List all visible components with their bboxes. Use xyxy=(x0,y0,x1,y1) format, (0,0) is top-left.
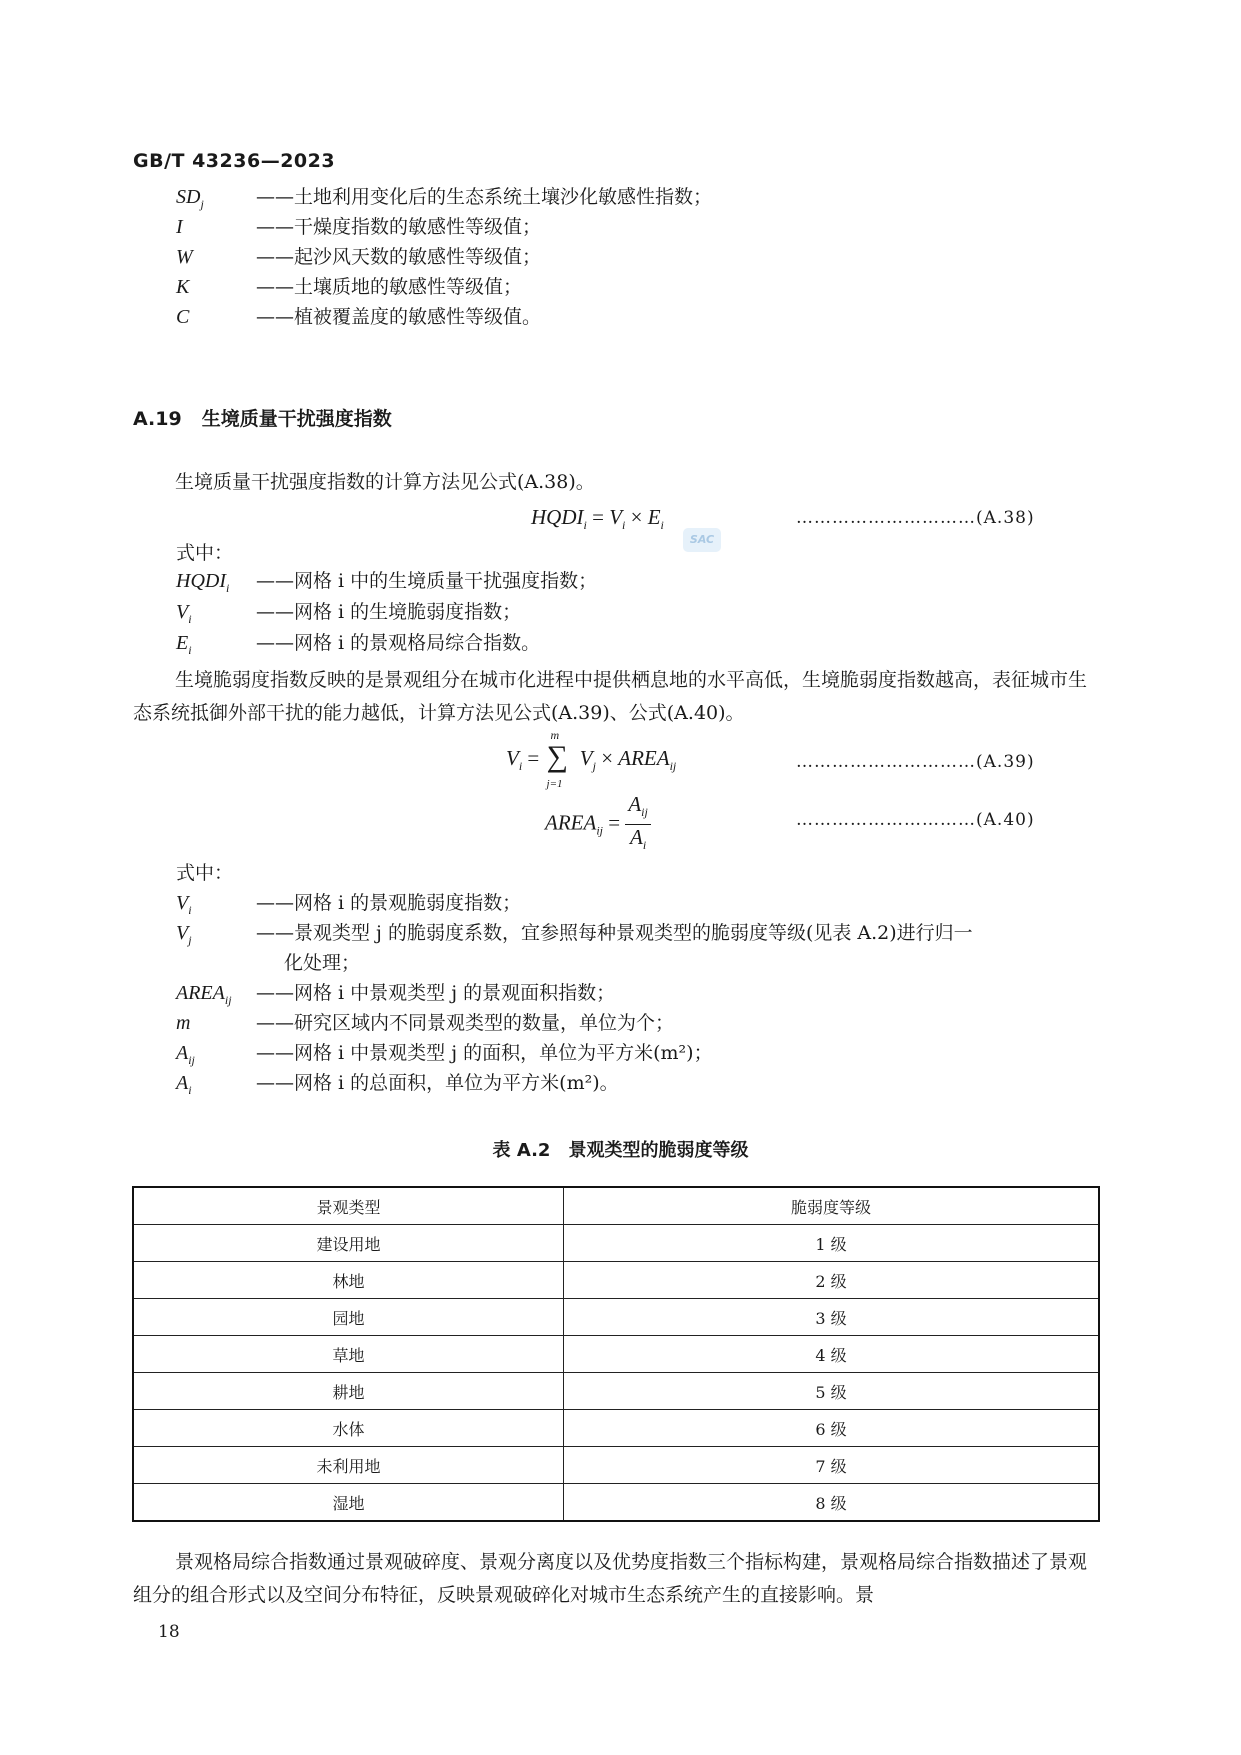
landscape-paragraph: 景观格局综合指数通过景观破碎度、景观分离度以及优势度指数三个指标构建，景观格局综合指数描述了景观组分的组合形式以及空间分布特征，反映景观破碎化对城市生态系统产生的直接影响。景 xyxy=(133,1551,1088,1606)
landscape-type-cell: 耕地 xyxy=(133,1373,563,1410)
vulnerability-level-cell: 5 级 xyxy=(563,1373,1099,1410)
vulnerability-paragraph: 生境脆弱度指数反映的是景观组分在城市化进程中提供栖息地的水平高低，生境脆弱度指数越高，表征城市生态系统抵御外部干扰的能力越低，计算方法见公式(A.39)、公式(A.40)。 xyxy=(133,669,1088,724)
equation-a40: $AREA_{ij}$ = $\frac{A_{ij}}{A_i}$ xyxy=(545,792,651,857)
definition-symbol: $E_i$ xyxy=(176,632,192,657)
table-row xyxy=(133,1336,1099,1373)
vulnerability-table xyxy=(132,1186,1100,1522)
intro-paragraph: 生境质量干扰强度指数的计算方法见公式(A.38)。 xyxy=(175,471,595,493)
table-row xyxy=(133,1484,1099,1522)
landscape-type-cell: 水体 xyxy=(133,1410,563,1447)
page-number: 18 xyxy=(158,1622,180,1642)
definition-description: ——植被覆盖度的敏感性等级值。 xyxy=(256,306,542,328)
section-title: 生境质量干扰强度指数 xyxy=(201,408,392,430)
definition-symbol: $V_i$ xyxy=(176,601,192,626)
table-row xyxy=(133,1262,1099,1299)
shizhong-label-1: 式中： xyxy=(176,542,234,564)
section-number: A.19 xyxy=(133,408,182,430)
area-fraction: $\frac{A_{ij}}{A_i}$ xyxy=(625,792,651,857)
definition-description: ——网格 i 的景观格局综合指数。 xyxy=(256,632,541,654)
definition-description: ——干燥度指数的敏感性等级值； xyxy=(256,216,542,238)
definition-symbol: W xyxy=(176,246,193,268)
definition-symbol: K xyxy=(176,276,190,298)
vulnerability-level-cell: 8 级 xyxy=(563,1484,1099,1522)
vulnerability-level-cell: 3 级 xyxy=(563,1299,1099,1336)
table-row xyxy=(133,1410,1099,1447)
summation-symbol: m ∑ j=1 xyxy=(546,728,568,790)
table-row xyxy=(133,1225,1099,1262)
table-row xyxy=(133,1373,1099,1410)
definition-symbol: $V_j$ xyxy=(176,922,192,947)
vulnerability-level-cell: 4 级 xyxy=(563,1336,1099,1373)
landscape-type-cell: 建设用地 xyxy=(133,1225,563,1262)
definition-symbol: I xyxy=(176,216,183,238)
landscape-type-cell: 园地 xyxy=(133,1299,563,1336)
equation-a38: $HQDI_i = V_i \times E_i$ xyxy=(531,505,664,533)
equation-number-a38: …………………………(A.38) xyxy=(796,508,1035,528)
definition-symbol: $HQDI_i$ xyxy=(176,570,230,595)
definition-symbol: $AREA_{ij}$ xyxy=(176,982,232,1007)
column-header: 脆弱度等级 xyxy=(563,1187,1099,1225)
equation-number-a39: …………………………(A.39) xyxy=(796,752,1035,772)
definition-symbol: C xyxy=(176,306,190,328)
landscape-type-cell: 湿地 xyxy=(133,1484,563,1522)
definition-description: ——网格 i 的生境脆弱度指数； xyxy=(256,601,522,623)
watermark-logo: SAC xyxy=(683,528,721,552)
table-row xyxy=(133,1447,1099,1484)
definition-description: ——网格 i 中景观类型 j 的景观面积指数； xyxy=(256,982,616,1004)
vulnerability-level-cell: 1 级 xyxy=(563,1225,1099,1262)
landscape-type-cell: 林地 xyxy=(133,1262,563,1299)
table-caption: 表 A.2 景观类型的脆弱度等级 xyxy=(492,1140,749,1161)
definition-symbol: $V_i$ xyxy=(176,892,192,917)
definition-description: ——土壤质地的敏感性等级值； xyxy=(256,276,523,298)
definition-description: ——景观类型 j 的脆弱度系数，宜参照每种景观类型的脆弱度等级(见表 A.2)进行归一 xyxy=(256,922,973,944)
vulnerability-level-cell: 7 级 xyxy=(563,1447,1099,1484)
definition-description: ——研究区域内不同景观类型的数量，单位为个； xyxy=(256,1012,675,1034)
definition-description: ——网格 i 中的生境质量干扰强度指数； xyxy=(256,570,598,592)
landscape-type-cell: 草地 xyxy=(133,1336,563,1373)
column-header: 景观类型 xyxy=(133,1187,563,1225)
standard-number: GB/T 43236—2023 xyxy=(133,150,336,172)
equation-a39: $V_i$ = m ∑ j=1 $V_j$ × $AREA_{ij}$ xyxy=(506,728,677,790)
shizhong-label-2: 式中： xyxy=(176,862,234,884)
definition-description: ——起沙风天数的敏感性等级值； xyxy=(256,246,542,268)
definition-description: ——网格 i 的总面积，单位为平方米(m²)。 xyxy=(256,1072,619,1094)
table-row xyxy=(133,1299,1099,1336)
landscape-type-cell: 未利用地 xyxy=(133,1447,563,1484)
equation-number-a40: …………………………(A.40) xyxy=(796,810,1035,830)
definition-description: ——网格 i 中景观类型 j 的面积，单位为平方米(m²)； xyxy=(256,1042,713,1064)
vulnerability-level-cell: 2 级 xyxy=(563,1262,1099,1299)
definition-symbol: m xyxy=(176,1012,191,1034)
definition-symbol: $SD_j$ xyxy=(176,186,204,211)
definition-symbol: $A_i$ xyxy=(176,1072,192,1097)
definition-description: ——网格 i 的景观脆弱度指数； xyxy=(256,892,522,914)
section-heading xyxy=(133,404,392,431)
definition-symbol: $A_{ij}$ xyxy=(176,1042,195,1067)
table-header-row xyxy=(133,1187,1099,1225)
vulnerability-level-cell: 6 级 xyxy=(563,1410,1099,1447)
definition-description: ——土地利用变化后的生态系统土壤沙化敏感性指数； xyxy=(256,186,713,208)
